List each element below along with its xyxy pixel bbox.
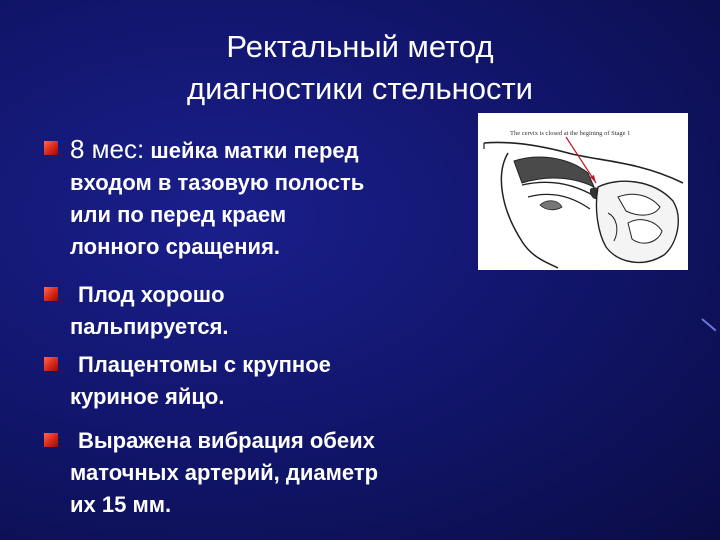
bullet-2-line-1: Плод хорошо bbox=[78, 282, 225, 307]
decorative-line bbox=[701, 318, 716, 331]
bullet-marker-icon bbox=[44, 357, 58, 371]
bullet-3-line-1: Плацентомы с крупное bbox=[78, 352, 331, 377]
bullet-4-line-2: маточных артерий, диаметр bbox=[70, 460, 379, 485]
bullet-1-line-1 bbox=[70, 133, 364, 167]
bullet-marker-icon bbox=[44, 141, 58, 155]
anatomy-illustration bbox=[478, 113, 688, 270]
bullet-1-line-1-text: шейка матки перед bbox=[150, 138, 359, 163]
figure-caption: The cervix is closed at the begining of Stage 1 bbox=[510, 130, 631, 137]
bullet-1-line-4: лонного сращения. bbox=[70, 234, 281, 259]
reproductive-tract-drawing bbox=[478, 113, 688, 270]
slide-title-line-1: Ректальный метод bbox=[226, 29, 494, 64]
slide-title bbox=[140, 26, 580, 110]
bullet-marker-icon bbox=[44, 287, 58, 301]
bullet-1-line-3: или по перед краем bbox=[70, 202, 287, 227]
bullet-2-line-2: пальпируется. bbox=[70, 314, 229, 339]
bullet-1-line-2: входом в тазовую полость bbox=[70, 170, 365, 195]
bullet-3-line-2: куриное яйцо. bbox=[70, 384, 225, 409]
bullet-marker-icon bbox=[44, 433, 58, 447]
bullet-4-line-3: их 15 мм. bbox=[70, 492, 172, 517]
slide-title-line-2: диагностики стельности bbox=[187, 71, 533, 106]
bullet-1-lead: 8 мес: bbox=[70, 134, 145, 164]
bullet-4-line-1: Выражена вибрация обеих bbox=[78, 428, 375, 453]
